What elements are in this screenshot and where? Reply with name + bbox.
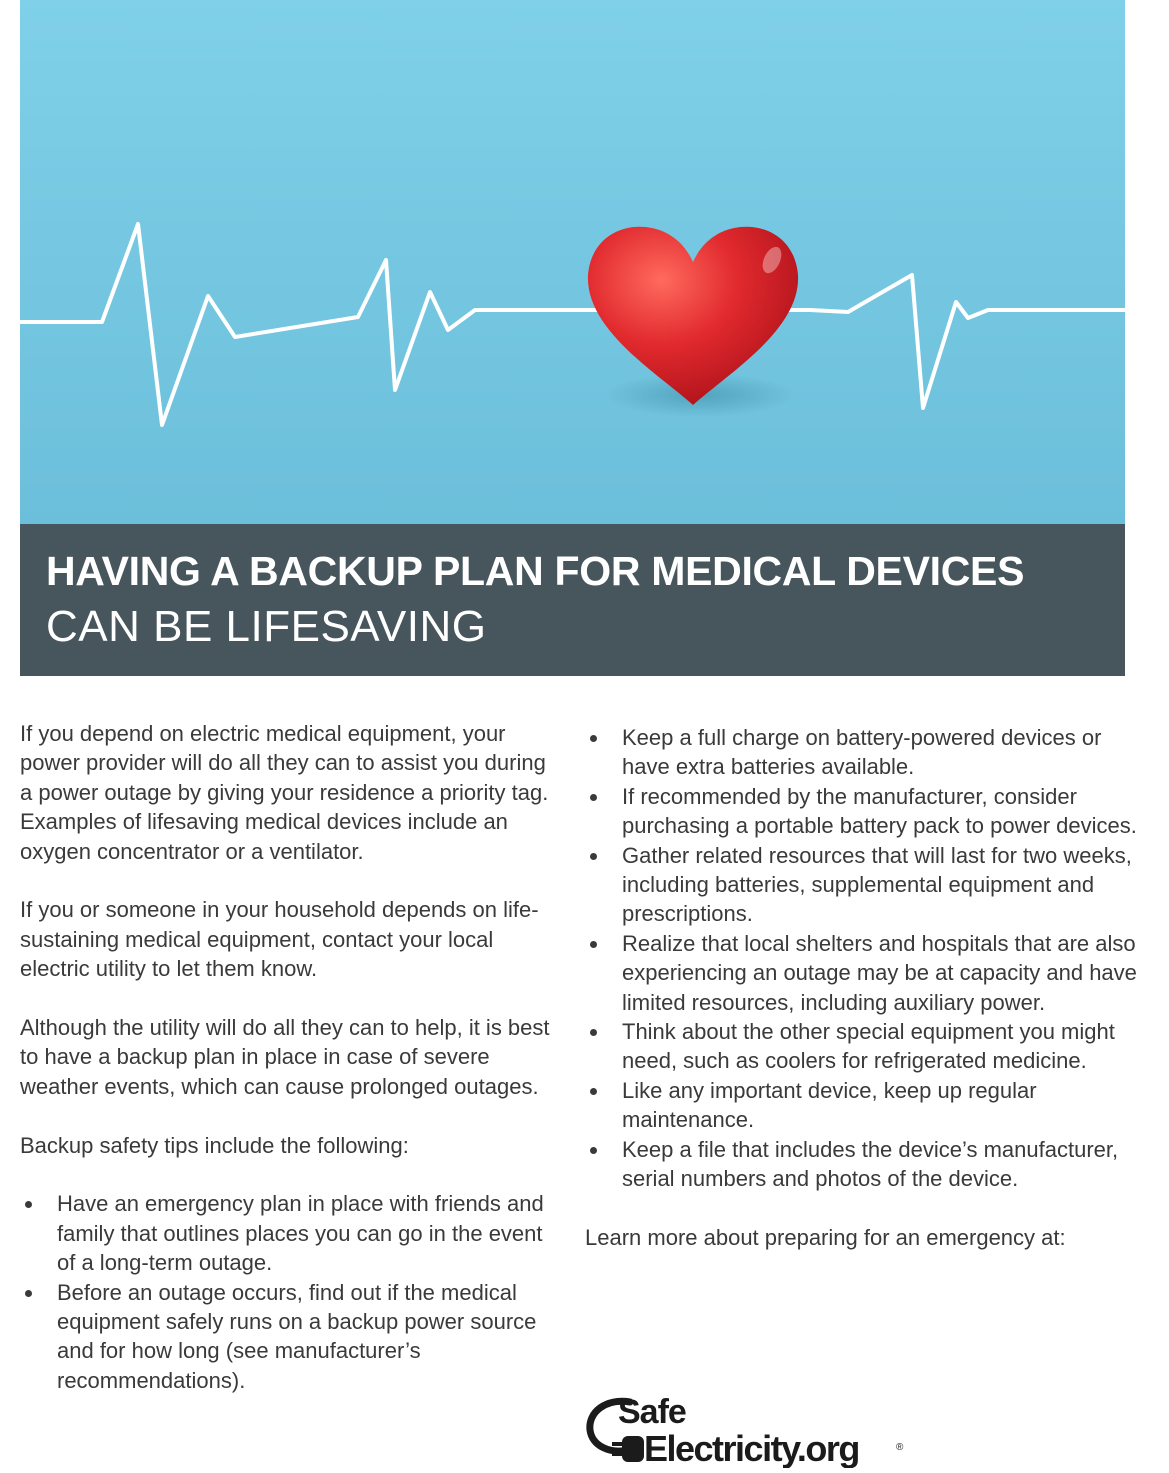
logo-text-domain: Electricity.org — [644, 1428, 859, 1468]
right-column — [585, 723, 1145, 1282]
registered-mark: ® — [896, 1442, 904, 1453]
intro-paragraph: If you depend on electric medical equipment, your power provider will do all they can to assist you during a power outage by giving your residence a priority tag. Examples of lifesaving medical devices include an oxygen concentrator or a ventilator. — [20, 721, 549, 864]
tips-intro: Backup safety tips include the following: — [20, 1132, 409, 1158]
tips-list-right — [585, 723, 1145, 1194]
list-item: Gather related resources that will last for two weeks, including batteries, supplemental equipment and prescriptions. — [585, 841, 1145, 929]
logo-graphic — [584, 1390, 914, 1468]
safe-electricity-logo[interactable] — [584, 1390, 914, 1468]
list-item: Have an emergency plan in place with friends and family that outlines places you can go in the event of a long-term outage. — [20, 1189, 550, 1277]
page-subtitle: CAN BE LIFESAVING — [46, 602, 487, 651]
tips-list-left — [20, 1189, 550, 1395]
list-item: Realize that local shelters and hospitals that are also experiencing an outage may be at capacity and have limited resources, including auxiliary power. — [585, 929, 1145, 1017]
page-title: HAVING A BACKUP PLAN FOR MEDICAL DEVICES — [46, 548, 1025, 594]
hero-image — [20, 0, 1125, 524]
left-column — [20, 719, 550, 1395]
list-item: Keep a full charge on battery-powered devices or have extra batteries available. — [585, 723, 1145, 782]
list-item: Before an outage occurs, find out if the medical equipment safely runs on a backup power source and for how long (see manufacturer’s recommendations). — [20, 1278, 550, 1396]
list-item: Keep a file that includes the device’s manufacturer, serial numbers and photos of the device. — [585, 1135, 1145, 1194]
contact-paragraph: If you or someone in your household depends on life-sustaining medical equipment, contact your local electric utility to let them know. — [20, 897, 539, 982]
title-banner — [20, 524, 1125, 676]
heartbeat-illustration — [20, 0, 1125, 524]
list-item: Like any important device, keep up regular maintenance. — [585, 1076, 1145, 1135]
list-item: Think about the other special equipment you might need, such as coolers for refrigerated medicine. — [585, 1017, 1145, 1076]
list-item: If recommended by the manufacturer, consider purchasing a portable battery pack to power devices. — [585, 782, 1145, 841]
logo-text-safe: Safe — [618, 1393, 686, 1431]
plug-icon — [622, 1436, 644, 1462]
backup-plan-paragraph: Although the utility will do all they can to help, it is best to have a backup plan in place in case of severe weather events, which can cause prolonged outages. — [20, 1015, 550, 1099]
learn-more-text: Learn more about preparing for an emergency at: — [585, 1224, 1066, 1250]
heartbeat-line — [20, 224, 1125, 425]
